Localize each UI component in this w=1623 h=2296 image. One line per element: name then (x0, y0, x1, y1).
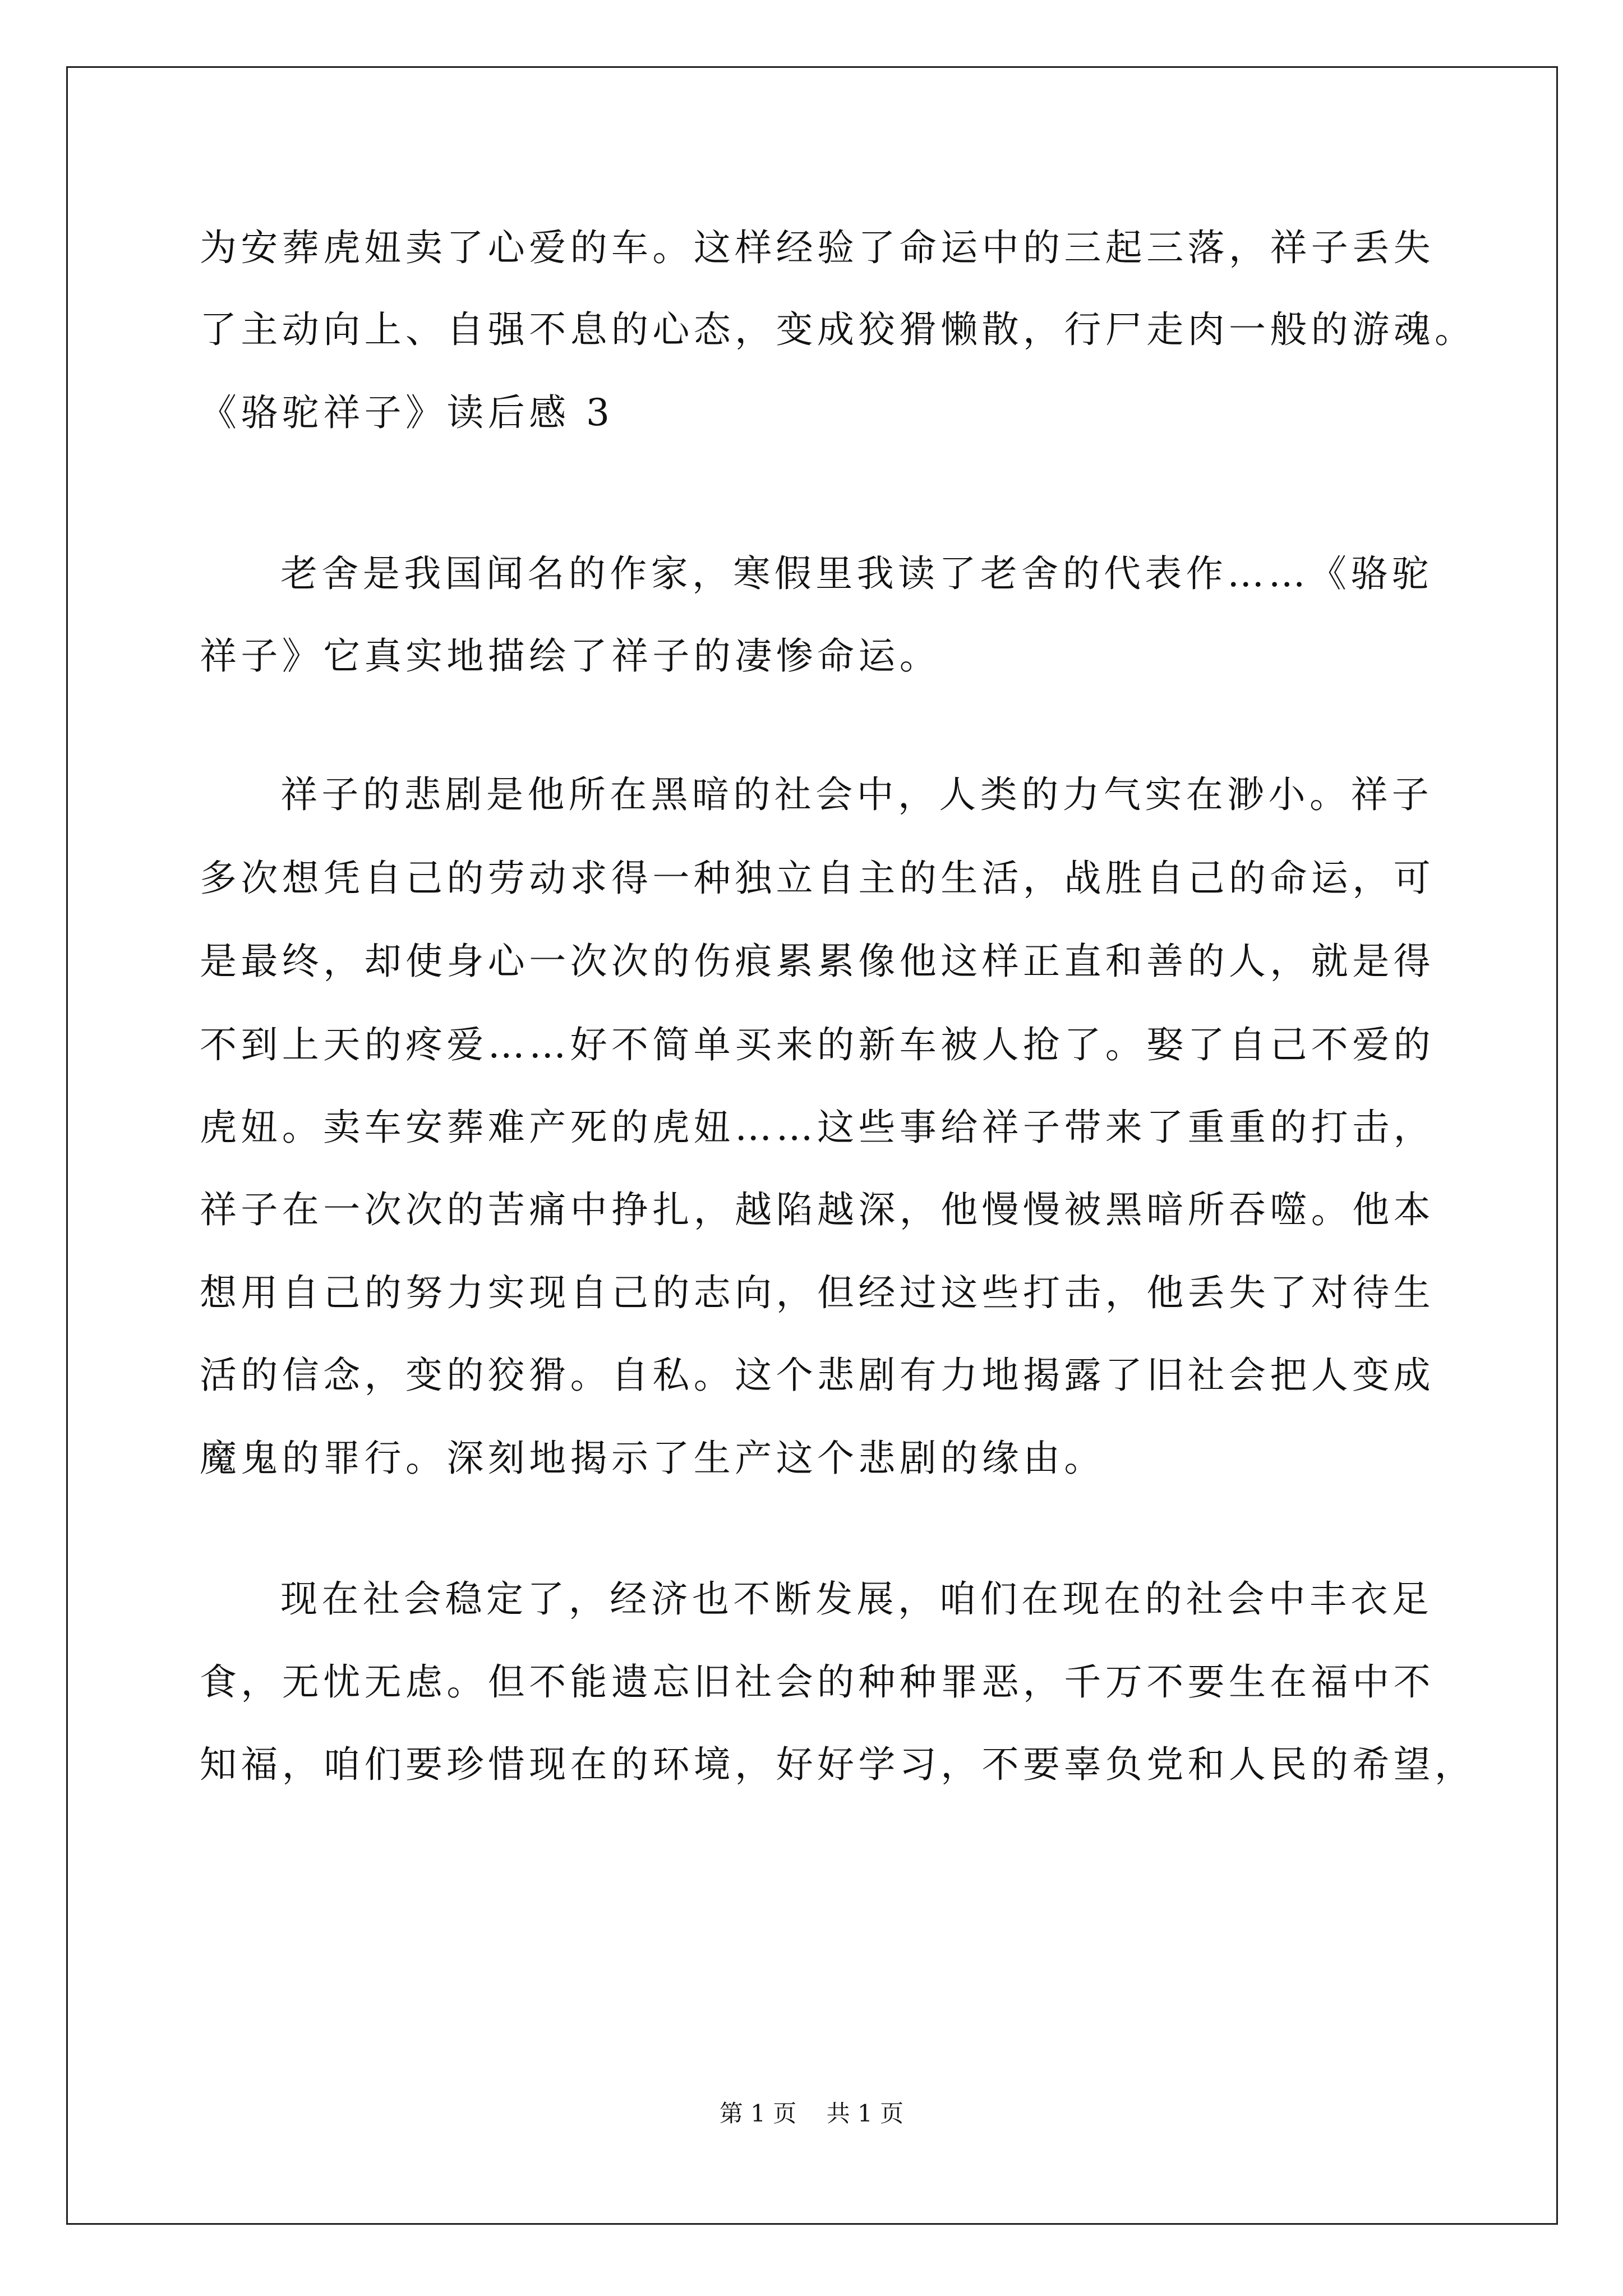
page-footer: 第 1 页 共 1 页 (719, 2100, 904, 2127)
text-line: 多次想凭自己的劳动求得一种独立自主的生活，战胜自己的命运，可 (200, 857, 1435, 900)
text-line: 不到上天的疼爱……好不简单买来的新车被人抢了。娶了自己不爱的 (200, 1023, 1435, 1066)
text-line: 祥子在一次次的苦痛中挣扎，越陷越深，他慢慢被黑暗所吞噬。他本 (200, 1188, 1435, 1231)
paragraph-first-line: 老舍是我国闻名的作家，寒假里我读了老舍的代表作……《骆驼 (280, 552, 1433, 595)
text-line: 祥子》它真实地描绘了祥子的凄惨命运。 (200, 634, 941, 678)
paragraph-first-line: 现在社会稳定了，经济也不断发展，咱们在现在的社会中丰衣足 (280, 1577, 1433, 1621)
text-line: 知福，咱们要珍惜现在的环境，好好学习，不要辜负党和人民的希望， (200, 1743, 1476, 1786)
text-line: 食，无忧无虑。但不能遗忘旧社会的种种罪恶，千万不要生在福中不 (200, 1660, 1435, 1704)
text-line: 是最终，却使身心一次次的伤痕累累像他这样正直和善的人，就是得 (200, 940, 1435, 983)
text-line: 想用自己的努力实现自己的志向，但经过这些打击，他丢失了对待生 (200, 1271, 1435, 1314)
text-line: 虎妞。卖车安葬难产死的虎妞……这些事给祥子带来了重重的打击， (200, 1106, 1435, 1149)
text-line: 为安葬虎妞卖了心爱的车。这样经验了命运中的三起三落，祥子丢失 (200, 226, 1435, 269)
section-heading: 《骆驼祥子》读后感 3 (200, 391, 614, 434)
text-line: 了主动向上、自强不息的心态，变成狡猾懒散，行尸走肉一般的游魂。 (200, 308, 1476, 351)
text-line: 活的信念，变的狡猾。自私。这个悲剧有力地揭露了旧社会把人变成 (200, 1354, 1435, 1397)
paragraph-first-line: 祥子的悲剧是他所在黑暗的社会中，人类的力气实在渺小。祥子 (280, 773, 1433, 816)
text-line: 魔鬼的罪行。深刻地揭示了生产这个悲剧的缘由。 (200, 1437, 1105, 1480)
